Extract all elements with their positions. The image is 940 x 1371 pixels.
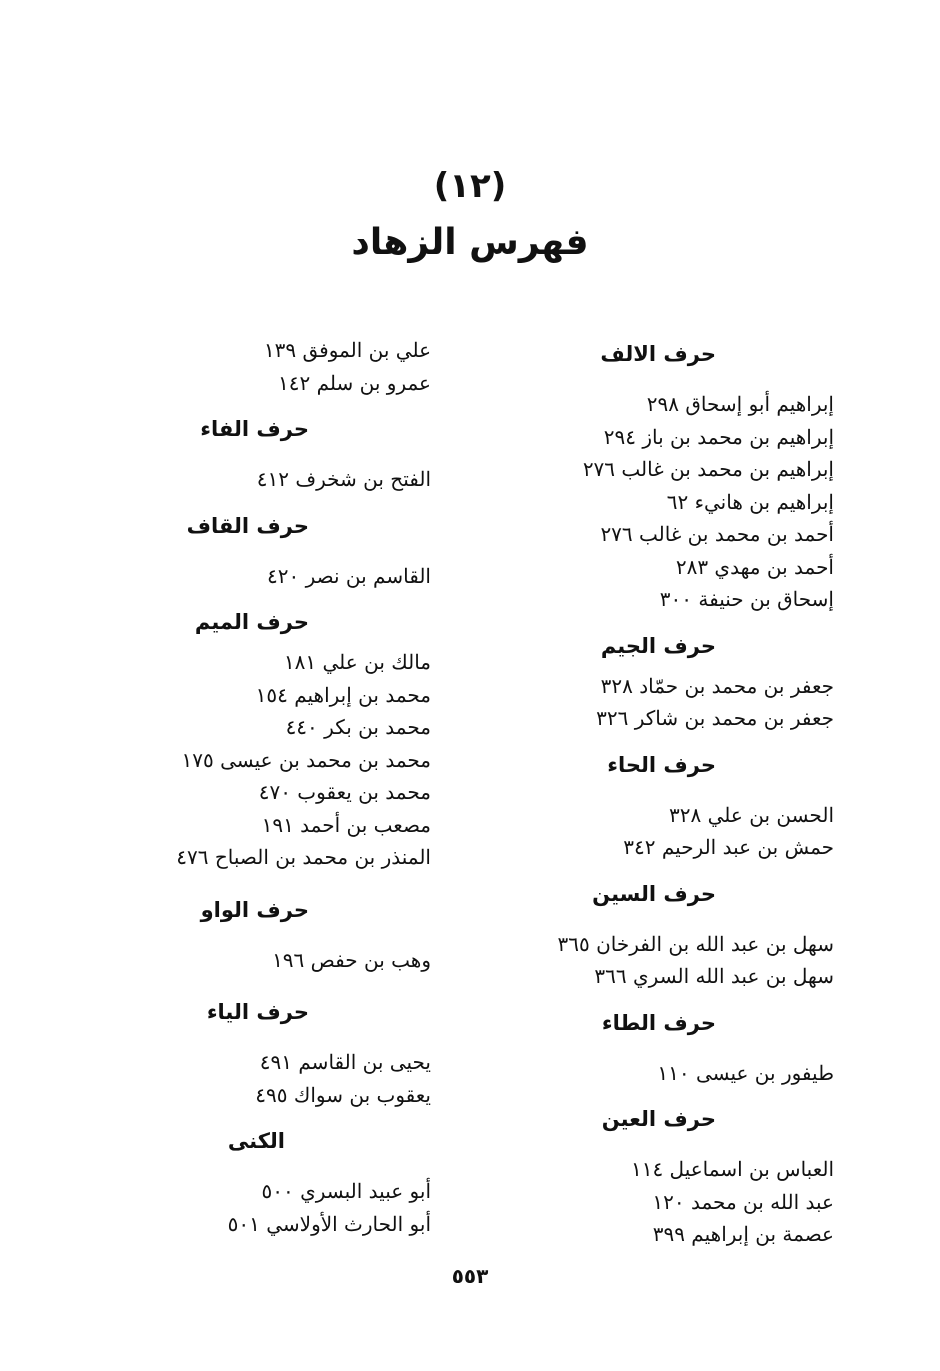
- right-column: [514, 334, 834, 1251]
- index-entry: أحمد بن مهدي ٢٨٣: [675, 554, 834, 579]
- section-heading-ha: حرف الحاء: [607, 752, 716, 777]
- index-entry: وهب بن حفص ١٩٦: [272, 947, 431, 972]
- page-number: ٥٥٣: [451, 1264, 489, 1288]
- section-heading-fa: حرف الفاء: [200, 417, 309, 441]
- index-entry: جعفر بن محمد بن شاكر ٣٢٦: [596, 706, 834, 730]
- index-entry: أبو الحارث الأولاسي ٥٠١: [227, 1211, 431, 1236]
- index-number: (١٢): [433, 166, 507, 206]
- index-entry: المنذر بن محمد بن الصباح ٤٧٦: [176, 845, 431, 869]
- index-entry: محمد بن بكر ٤٤٠: [285, 715, 431, 739]
- section-heading-kunaa: الكنى: [227, 1129, 285, 1153]
- page-title: فهرس الزهاد: [351, 222, 589, 263]
- section-heading-qaf: حرف القاف: [186, 513, 309, 538]
- index-entry: إسحاق بن حنيفة ٣٠٠: [659, 587, 834, 611]
- section-heading-waw: حرف الواو: [200, 897, 309, 922]
- index-entry: يعقوب بن سواك ٤٩٥: [255, 1082, 431, 1107]
- left-column: [141, 334, 431, 1240]
- index-entry: سهل بن عبد الله بن الفرخان ٣٦٥: [557, 931, 834, 956]
- section-heading-sin: حرف السين: [592, 881, 716, 906]
- index-entry: محمد بن يعقوب ٤٧٠: [258, 780, 431, 804]
- index-entry: الفتح بن شخرف ٤١٢: [256, 467, 431, 491]
- index-entry: عمرو بن سلم ١٤٢: [278, 370, 431, 395]
- section-heading-ya: حرف الياء: [206, 1000, 309, 1024]
- index-entry: عبد الله بن محمد ١٢٠: [652, 1189, 834, 1214]
- section-heading-alif: حرف الالف: [600, 342, 716, 366]
- section-heading-ta: حرف الطاء: [601, 1010, 716, 1035]
- index-entry: أبو عبيد البسري ٥٠٠: [261, 1179, 431, 1203]
- index-entry: مصعب بن أحمد ١٩١: [261, 812, 431, 837]
- index-entry: إبراهيم أبو إسحاق ٢٩٨: [646, 392, 834, 416]
- index-entry: يحيى بن القاسم ٤٩١: [259, 1050, 431, 1074]
- index-entry: حمش بن عبد الرحيم ٣٤٢: [623, 835, 834, 859]
- index-entry: أحمد بن محمد بن غالب ٢٧٦: [600, 522, 834, 546]
- index-entry: إبراهيم بن محمد بن غالب ٢٧٦: [582, 457, 834, 481]
- index-entry: طيفور بن عيسى ١١٠: [657, 1060, 834, 1085]
- index-entry: الحسن بن علي ٣٢٨: [669, 802, 834, 827]
- index-entry: إبراهيم بن محمد بن باز ٢٩٤: [603, 424, 834, 449]
- index-entry: محمد بن إبراهيم ١٥٤: [255, 682, 431, 707]
- index-entry: القاسم بن نصر ٤٢٠: [267, 563, 431, 588]
- section-heading-ain: حرف العين: [601, 1107, 716, 1131]
- section-heading-mim: حرف الميم: [194, 610, 309, 634]
- index-entry: مالك بن علي ١٨١: [283, 650, 431, 674]
- section-heading-jim: حرف الجيم: [600, 633, 716, 658]
- index-entry: إبراهيم بن هانيء ٦٢: [666, 489, 834, 514]
- index-entry: جعفر بن محمد بن حمّاد ٣٢٨: [600, 673, 834, 698]
- index-entry: علي بن الموفق ١٣٩: [263, 338, 431, 362]
- index-entry: عصمة بن إبراهيم ٣٩٩: [652, 1222, 834, 1246]
- index-entry: محمد بن محمد بن عيسى ١٧٥: [181, 747, 431, 772]
- index-entry: سهل بن عبد الله السري ٣٦٦: [594, 964, 834, 988]
- index-entry: العباس بن اسماعيل ١١٤: [630, 1157, 834, 1181]
